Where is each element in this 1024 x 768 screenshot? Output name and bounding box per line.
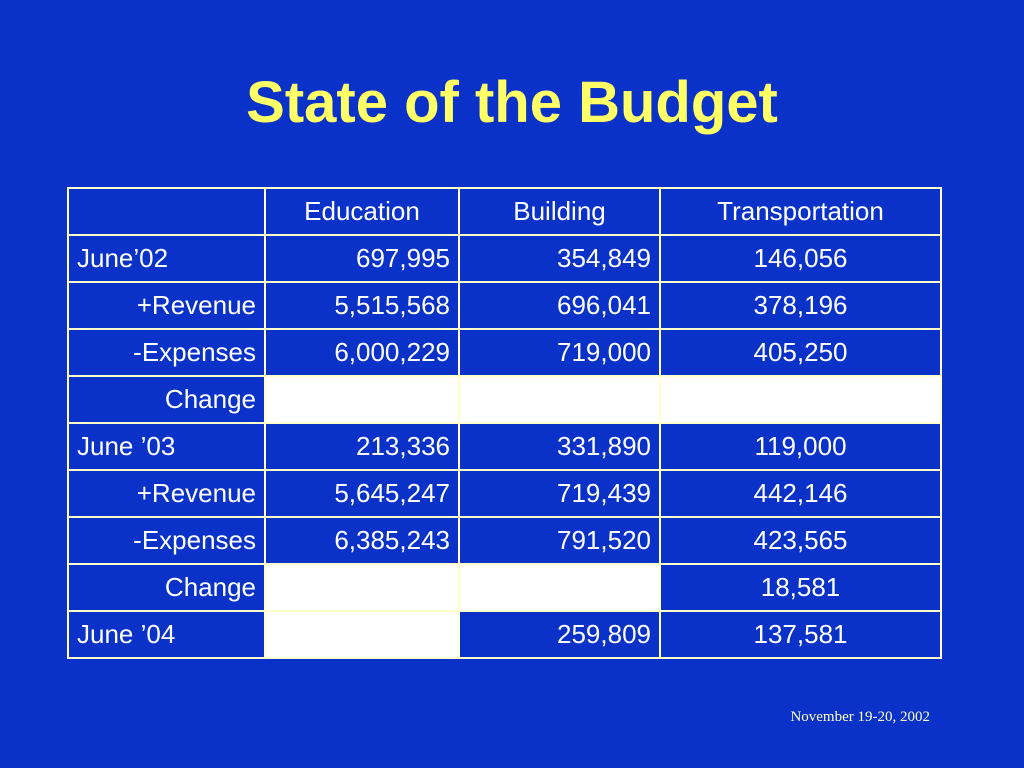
- education-cell: 6,385,243: [265, 517, 459, 564]
- header-transportation: Transportation: [660, 188, 941, 235]
- transportation-cell: 405,250: [660, 329, 941, 376]
- header-education: Education: [265, 188, 459, 235]
- row-label: June’02: [68, 235, 265, 282]
- table-row: [68, 611, 941, 658]
- table-row: [68, 282, 941, 329]
- education-cell-negative: -484,661: [265, 376, 459, 423]
- building-cell-negative: -72,081: [459, 564, 660, 611]
- budget-table: [67, 187, 942, 659]
- education-cell: 5,645,247: [265, 470, 459, 517]
- education-cell: 697,995: [265, 235, 459, 282]
- header-corner: [68, 188, 265, 235]
- building-cell: 696,041: [459, 282, 660, 329]
- transportation-cell-negative: -27,056: [660, 376, 941, 423]
- education-cell: 6,000,229: [265, 329, 459, 376]
- building-cell: 719,000: [459, 329, 660, 376]
- transportation-cell: 442,146: [660, 470, 941, 517]
- table-row: [68, 423, 941, 470]
- row-label: Change: [68, 376, 265, 423]
- table-row: [68, 329, 941, 376]
- row-label: +Revenue: [68, 282, 265, 329]
- transportation-cell: 18,581: [660, 564, 941, 611]
- table-header-row: [68, 188, 941, 235]
- building-cell: 719,439: [459, 470, 660, 517]
- building-cell: 791,520: [459, 517, 660, 564]
- table-row: [68, 235, 941, 282]
- building-cell: 354,849: [459, 235, 660, 282]
- transportation-cell: 423,565: [660, 517, 941, 564]
- row-label: -Expenses: [68, 517, 265, 564]
- transportation-cell: 378,196: [660, 282, 941, 329]
- table-row: [68, 376, 941, 423]
- transportation-cell: 137,581: [660, 611, 941, 658]
- row-label: Change: [68, 564, 265, 611]
- transportation-cell: 146,056: [660, 235, 941, 282]
- row-label: -Expenses: [68, 329, 265, 376]
- building-cell: 259,809: [459, 611, 660, 658]
- row-label: +Revenue: [68, 470, 265, 517]
- education-cell-negative: -739,996: [265, 564, 459, 611]
- slide-title: State of the Budget: [246, 70, 778, 135]
- education-cell-negative: -526,660: [265, 611, 459, 658]
- row-label: June ’04: [68, 611, 265, 658]
- header-building: Building: [459, 188, 660, 235]
- building-cell: 331,890: [459, 423, 660, 470]
- table-row: [68, 564, 941, 611]
- transportation-cell: 119,000: [660, 423, 941, 470]
- education-cell: 213,336: [265, 423, 459, 470]
- building-cell-negative: -22,959: [459, 376, 660, 423]
- row-label: June ’03: [68, 423, 265, 470]
- slide-footer-date: November 19-20, 2002: [790, 709, 930, 725]
- table-row: [68, 470, 941, 517]
- education-cell: 5,515,568: [265, 282, 459, 329]
- table-row: [68, 517, 941, 564]
